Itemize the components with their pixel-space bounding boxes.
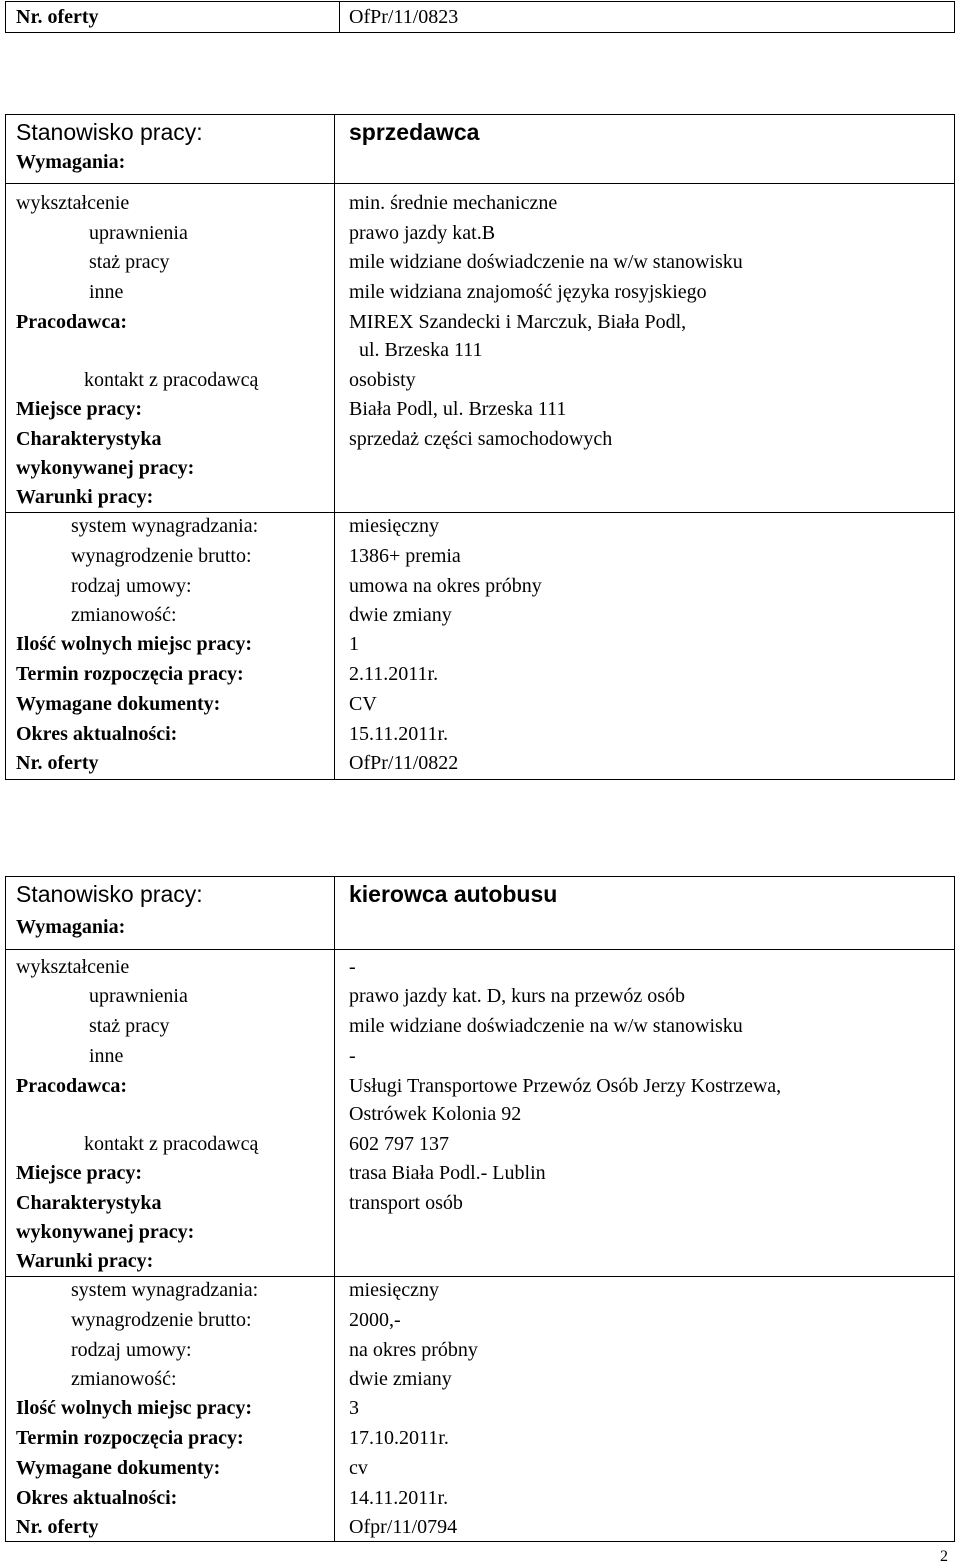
vacancies-row (6, 629, 954, 659)
documents-row (6, 1453, 954, 1483)
requirement-value: mile widziane doświadczenie na w/w stanowisku (349, 1015, 743, 1037)
vacancies-value: 3 (349, 1397, 359, 1419)
job-description-label: Charakterystyka (16, 428, 162, 450)
condition-label: rodzaj umowy: (71, 1339, 192, 1361)
requirement-row (6, 277, 954, 307)
documents-value: cv (349, 1457, 368, 1479)
workplace-label: Miejsce pracy: (16, 1162, 143, 1184)
condition-row (6, 541, 954, 571)
job-description-value: sprzedaż części samochodowych (349, 428, 613, 450)
contact-label: kontakt z pracodawcą (84, 369, 259, 391)
documents-row (6, 689, 954, 719)
offer-number-label: Nr. oferty (16, 6, 99, 28)
requirement-value: mile widziane doświadczenie na w/w stanowisku (349, 251, 743, 273)
requirement-label: staż pracy (89, 1015, 170, 1037)
condition-value: 2000,- (349, 1309, 401, 1331)
requirement-value: prawo jazdy kat. D, kurs na przewóz osób (349, 985, 686, 1007)
job-offer-table (5, 876, 955, 1542)
requirements-label: Wymagania: (16, 151, 126, 173)
job-description-label-2: wykonywanej pracy: (16, 1221, 195, 1243)
condition-row (6, 1305, 954, 1335)
employer-address: Ostrówek Kolonia 92 (349, 1103, 522, 1125)
condition-row (6, 511, 954, 541)
condition-value: umowa na okres próbny (349, 575, 542, 597)
requirement-row (6, 247, 954, 277)
position-row (6, 879, 954, 909)
conditions-label: Warunki pracy: (16, 1250, 154, 1272)
next-offer-number-row (6, 748, 954, 778)
condition-value: miesięczny (349, 515, 439, 537)
conditions-label: Warunki pracy: (16, 486, 154, 508)
documents-value: CV (349, 693, 377, 715)
job-description-row (6, 1188, 954, 1218)
requirement-row (6, 952, 954, 982)
condition-row (6, 1335, 954, 1365)
row-divider (6, 949, 954, 950)
position-value: kierowca autobusu (349, 881, 558, 907)
requirement-label: uprawnienia (89, 985, 188, 1007)
next-offer-number-value: Ofpr/11/0794 (349, 1516, 458, 1538)
job-description-label: Charakterystyka (16, 1192, 162, 1214)
condition-label: zmianowość: (71, 1368, 177, 1390)
condition-row (6, 600, 954, 630)
employer-row (6, 1071, 954, 1101)
start-date-value: 2.11.2011r. (349, 663, 439, 685)
condition-row (6, 571, 954, 601)
validity-value: 14.11.2011r. (349, 1487, 449, 1509)
vacancies-value: 1 (349, 633, 359, 655)
requirement-row (6, 981, 954, 1011)
condition-label: rodzaj umowy: (71, 575, 192, 597)
condition-label: system wynagradzania: (71, 515, 259, 537)
condition-value: miesięczny (349, 1279, 439, 1301)
employer-address-row (6, 1099, 954, 1129)
start-date-row (6, 1423, 954, 1453)
row-divider (6, 183, 954, 184)
workplace-value: Biała Podl, ul. Brzeska 111 (349, 398, 567, 420)
requirement-value: min. średnie mechaniczne (349, 192, 558, 214)
condition-label: system wynagradzania: (71, 1279, 259, 1301)
condition-label: zmianowość: (71, 604, 177, 626)
next-offer-number-label: Nr. oferty (16, 1516, 99, 1538)
conditions-row (6, 1246, 954, 1276)
contact-label: kontakt z pracodawcą (84, 1133, 259, 1155)
next-offer-number-label: Nr. oferty (16, 752, 99, 774)
condition-value: na okres próbny (349, 1339, 478, 1361)
workplace-row (6, 1158, 954, 1188)
start-date-value: 17.10.2011r. (349, 1427, 449, 1449)
position-value: sprzedawca (349, 119, 480, 145)
employer-value: MIREX Szandecki i Marczuk, Biała Podl, (349, 311, 687, 333)
employer-address-row (6, 335, 954, 365)
requirement-label: wykształcenie (16, 956, 130, 978)
condition-value: dwie zmiany (349, 1368, 452, 1390)
requirement-value: mile widziana znajomość języka rosyjskiego (349, 281, 707, 303)
condition-row (6, 1364, 954, 1394)
condition-value: dwie zmiany (349, 604, 452, 626)
documents-label: Wymagane dokumenty: (16, 1457, 221, 1479)
validity-row (6, 719, 954, 749)
requirement-value: - (349, 956, 356, 978)
employer-value: Usługi Transportowe Przewóz Osób Jerzy Kostrzewa, (349, 1075, 782, 1097)
requirement-row (6, 1011, 954, 1041)
job-description-label-2: wykonywanej pracy: (16, 457, 195, 479)
position-label: Stanowisko pracy: (16, 881, 203, 907)
requirement-label: inne (89, 1045, 124, 1067)
validity-label: Okres aktualności: (16, 723, 178, 745)
job-description-row-2 (6, 453, 954, 483)
workplace-row (6, 394, 954, 424)
vacancies-row (6, 1393, 954, 1423)
start-date-label: Termin rozpoczęcia pracy: (16, 1427, 244, 1449)
documents-label: Wymagane dokumenty: (16, 693, 221, 715)
next-offer-number-value: OfPr/11/0822 (349, 752, 459, 774)
requirement-label: wykształcenie (16, 192, 130, 214)
requirements-label: Wymagania: (16, 916, 126, 938)
contact-row (6, 365, 954, 395)
condition-label: wynagrodzenie brutto: (71, 545, 252, 567)
condition-row (6, 1275, 954, 1305)
requirement-row (6, 1041, 954, 1071)
requirement-row (6, 188, 954, 218)
requirements-row (6, 912, 954, 942)
requirement-row (6, 218, 954, 248)
validity-label: Okres aktualności: (16, 1487, 178, 1509)
job-description-row-2 (6, 1217, 954, 1247)
start-date-label: Termin rozpoczęcia pracy: (16, 663, 244, 685)
workplace-label: Miejsce pracy: (16, 398, 143, 420)
requirement-value: - (349, 1045, 356, 1067)
condition-value: 1386+ premia (349, 545, 461, 567)
job-description-value: transport osób (349, 1192, 463, 1214)
conditions-row (6, 482, 954, 512)
condition-label: wynagrodzenie brutto: (71, 1309, 252, 1331)
contact-row (6, 1129, 954, 1159)
vacancies-label: Ilość wolnych miejsc pracy: (16, 1397, 253, 1419)
next-offer-number-row (6, 1512, 954, 1542)
page-number: 2 (940, 1548, 948, 1565)
column-divider (339, 2, 340, 32)
requirement-value: prawo jazdy kat.B (349, 222, 496, 244)
offer-number-header (5, 1, 955, 33)
validity-value: 15.11.2011r. (349, 723, 449, 745)
requirement-label: uprawnienia (89, 222, 188, 244)
employer-address: ul. Brzeska 111 (359, 339, 483, 361)
position-label: Stanowisko pracy: (16, 119, 203, 145)
employer-label: Pracodawca: (16, 311, 128, 333)
contact-value: osobisty (349, 369, 416, 391)
contact-value: 602 797 137 (349, 1133, 449, 1155)
employer-label: Pracodawca: (16, 1075, 128, 1097)
requirement-label: inne (89, 281, 124, 303)
validity-row (6, 1483, 954, 1513)
offer-number-value: OfPr/11/0823 (349, 6, 459, 28)
start-date-row (6, 659, 954, 689)
job-description-row (6, 424, 954, 454)
vacancies-label: Ilość wolnych miejsc pracy: (16, 633, 253, 655)
requirements-row (6, 147, 954, 177)
requirement-label: staż pracy (89, 251, 170, 273)
workplace-value: trasa Biała Podl.- Lublin (349, 1162, 546, 1184)
employer-row (6, 307, 954, 337)
job-offer-table (5, 114, 955, 780)
position-row (6, 117, 954, 147)
